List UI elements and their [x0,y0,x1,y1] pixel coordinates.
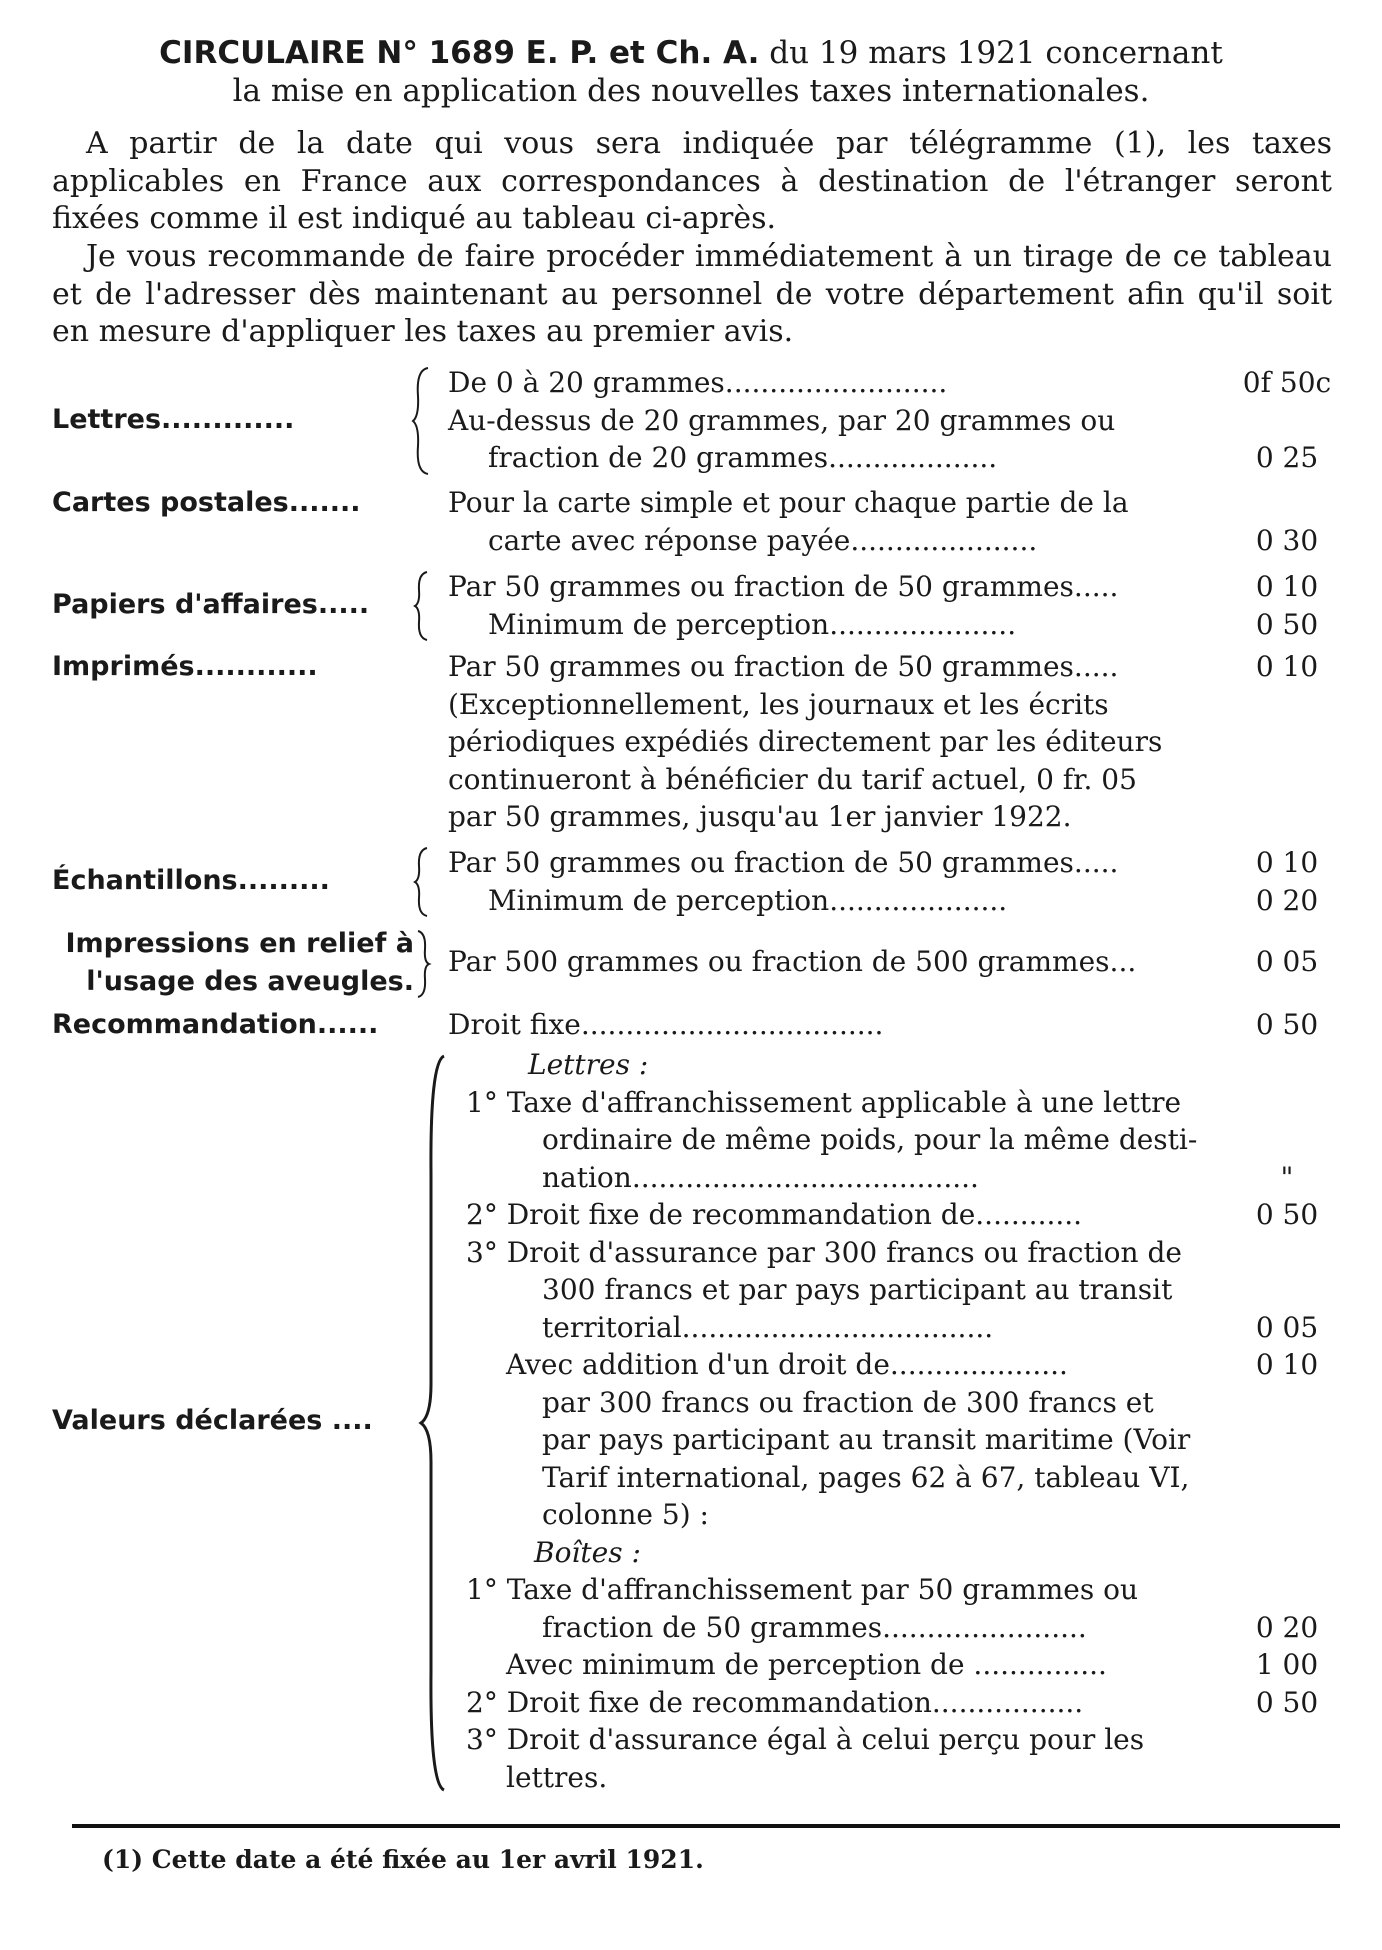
amount: 0 30 [1255,523,1319,557]
recommandation-line-1: Droit fixe.................................. [448,1008,884,1041]
papiers-line-1: Par 50 grammes ou fraction de 50 grammes..... [448,570,1119,603]
boites-line-2: fraction de 50 grammes....................... [542,1610,1087,1644]
cartes-line-1: Pour la carte simple et pour chaque partie de la [448,486,1129,519]
amount: 0 20 [1255,1610,1319,1644]
lettres-subheading: Lettres : [528,1048,649,1081]
lettres-desc [448,364,1210,477]
brace-icon [416,929,432,999]
valeurs-line-8: Avec addition d'un droit de.................... [506,1348,1068,1381]
recommandation-amounts [1232,1006,1342,1044]
valeurs-amounts [1232,1046,1342,1721]
echantillons-amounts [1232,844,1342,919]
brace-icon [412,570,432,642]
label-echantillons: Échantillons......... [52,865,330,896]
amount: 1 00 [1255,1648,1319,1681]
amount: 0 50 [1255,1198,1319,1231]
papiers-line-2: Minimum de perception..................... [488,607,1017,641]
aveugles-amounts [1232,943,1342,981]
boites-line-1: 1° Taxe d'affranchissement par 50 grammes ou [466,1573,1139,1606]
paragraph-2: Je vous recommande de faire procéder immédiatement à un tirage de ce tableau et de l'adresser dès maintenant au personnel de votre département afin qu'il soit en mesure d'appliquer les taxes au premier avis. [52,239,1332,349]
label-aveugles-2: l'usage des aveugles. [86,965,414,997]
boites-line-5: 3° Droit d'assurance égal à celui perçu pour les [466,1723,1145,1756]
aveugles-line-1: Par 500 grammes ou fraction de 500 grammes... [448,945,1137,978]
lettres-line-3: fraction de 20 grammes................... [488,441,998,474]
imprimes-line-4: continueront à bénéficier du tarif actuel, 0 fr. 05 [448,762,1137,796]
document-title [60,34,1322,110]
boites-line-3: Avec minimum de perception de ............... [506,1648,1107,1681]
cartes-desc [448,484,1210,559]
valeurs-line-12: colonne 5) : [542,1498,709,1531]
label-papiers-affaires: Papiers d'affaires..... [52,589,370,620]
valeurs-line-5: 3° Droit d'assurance par 300 francs ou fraction de [466,1235,1182,1269]
paragraph-1: A partir de la date qui vous sera indiquée par télégramme (1), les taxes applicables en France aux correspondances à destination de l'étranger seront fixées comme il est indiqué au tableau ci-après. [52,126,1332,236]
amount: 0 50 [1255,1008,1319,1041]
aveugles-desc [448,943,1210,981]
brace-icon [410,366,434,476]
boites-subheading: Boîtes : [534,1535,641,1569]
label-cartes-postales: Cartes postales....... [52,487,361,518]
valeurs-line-11: Tarif international, pages 62 à 67, tableau VI, [542,1460,1190,1494]
papiers-desc [448,568,1210,643]
valeurs-line-6: 300 francs et par pays participant au transit [542,1273,1173,1306]
echantillons-desc [448,844,1210,919]
label-aveugles [52,925,414,1000]
amount: 0 25 [1255,441,1319,474]
imprimes-line-1: Par 50 grammes ou fraction de 50 grammes..... [448,650,1119,683]
label-imprimes: Imprimés............ [52,651,318,682]
cartes-amounts [1232,484,1342,559]
amount: 0 10 [1255,650,1319,683]
cartes-line-2: carte avec réponse payée..................... [488,523,1038,557]
amount: 0f 50c [1242,366,1332,399]
footnote-divider [72,1824,1340,1828]
label-aveugles-1: Impressions en relief à [65,928,414,959]
boites-line-4: 2° Droit fixe de recommandation................. [466,1685,1084,1719]
echantillons-line-2: Minimum de perception.................... [488,883,1008,917]
papiers-amounts [1232,568,1342,643]
valeurs-line-2: ordinaire de même poids, pour la même desti- [542,1123,1198,1156]
lettres-line-1: De 0 à 20 grammes......................... [448,366,948,399]
title-bold: CIRCULAIRE N° 1689 E. P. et Ch. A. [159,35,760,71]
amount: 0 05 [1255,1310,1319,1344]
recommandation-desc [448,1006,1210,1044]
footnote: (1) Cette date a été fixée au 1er avril 1921. [102,1845,704,1874]
imprimes-amounts [1232,648,1342,686]
valeurs-line-9: par 300 francs ou fraction de 300 francs et [542,1385,1154,1419]
amount: " [1280,1160,1294,1194]
amount: 0 05 [1255,945,1319,978]
amount: 0 10 [1255,570,1319,603]
valeurs-desc [466,1046,1210,1796]
lettres-line-2: Au-dessus de 20 grammes, par 20 grammes ou [448,403,1116,437]
title-line2: la mise en application des nouvelles taxes internationales. [232,73,1150,109]
label-recommandation: Recommandation...... [52,1009,379,1040]
valeurs-line-4: 2° Droit fixe de recommandation de............ [466,1198,1083,1231]
amount: 0 10 [1255,846,1319,879]
imprimes-desc [448,648,1210,836]
lettres-amounts [1232,364,1342,477]
imprimes-line-5: par 50 grammes, jusqu'au 1er janvier 1922. [448,800,1072,833]
brace-icon [418,1054,448,1792]
valeurs-line-3: nation....................................... [542,1160,979,1194]
brace-icon [412,846,432,918]
imprimes-line-3: périodiques expédiés directement par les éditeurs [448,725,1163,758]
amount: 0 50 [1255,607,1319,641]
boites-line-6: lettres. [506,1760,608,1794]
imprimes-line-2: (Exceptionnellement, les journaux et les écrits [448,687,1109,721]
amount: 0 50 [1255,1685,1319,1719]
echantillons-line-1: Par 50 grammes ou fraction de 50 grammes..... [448,846,1119,879]
valeurs-line-1: 1° Taxe d'affranchissement applicable à une lettre [466,1085,1182,1119]
valeurs-line-7: territorial................................... [542,1310,994,1344]
title-rest: du 19 mars 1921 concernant [759,35,1223,71]
label-lettres: Lettres............. [52,404,295,435]
label-valeurs-declarees: Valeurs déclarées .... [52,1405,373,1436]
valeurs-line-10: par pays participant au transit maritime (Voir [542,1423,1191,1456]
amount: 0 10 [1255,1348,1319,1381]
amount: 0 20 [1255,883,1319,917]
